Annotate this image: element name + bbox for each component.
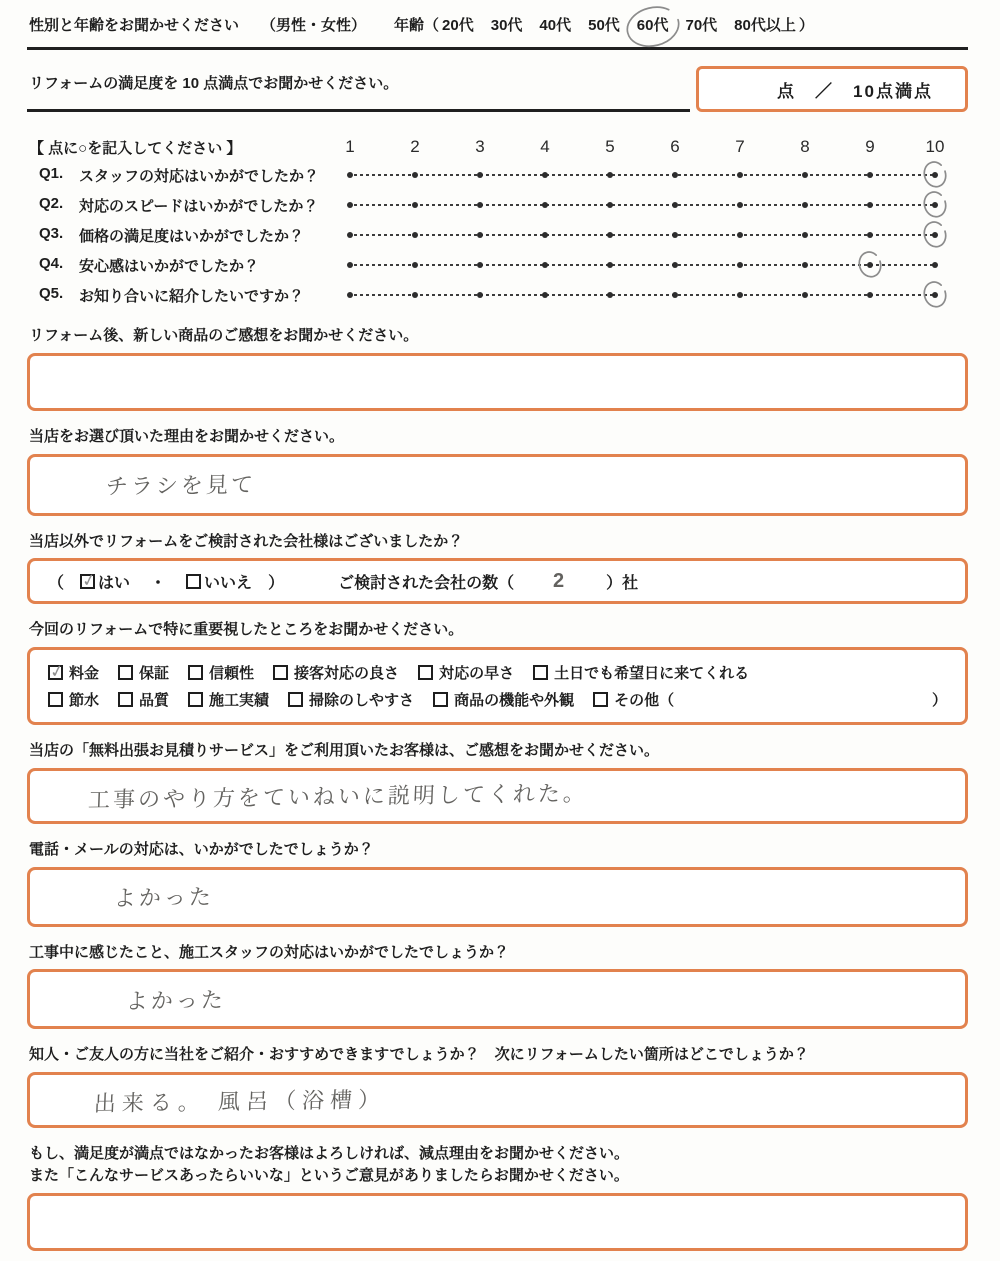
scale-dot-8[interactable] bbox=[802, 172, 808, 178]
impressions-label: リフォーム後、新しい商品のご感想をお聞かせください。 bbox=[29, 327, 419, 344]
age-option[interactable]: 80代以上 bbox=[734, 17, 796, 34]
scale-dot-6[interactable] bbox=[672, 202, 678, 208]
age-option[interactable]: 50代 bbox=[588, 17, 620, 34]
referral-label: 知人・ご友人の方に当社をご紹介・おすすめできますでしょうか？ 次にリフォームしたい箇所はどこでしょうか？ bbox=[29, 1046, 809, 1064]
question-label bbox=[27, 165, 350, 186]
priorities-box bbox=[27, 647, 968, 725]
construction-answer-box[interactable] bbox=[27, 969, 968, 1029]
age-group bbox=[394, 14, 814, 35]
estimate-service-label: 当店の「無料出張お見積りサービス」をご利用頂いたお客様は、ご感想をお聞かせください。 bbox=[29, 742, 660, 759]
handwritten-answer: 出来る。 風呂（浴槽） bbox=[93, 1086, 387, 1116]
yes-checkbox[interactable] bbox=[80, 574, 95, 589]
question-text: 価格の満足度はいかがでしたか？ bbox=[79, 227, 305, 245]
priority-item[interactable] bbox=[188, 689, 269, 710]
section-reason bbox=[27, 426, 968, 516]
scale-dot-8[interactable] bbox=[802, 262, 808, 268]
other-close-paren: ） bbox=[931, 692, 947, 709]
section-deduction bbox=[27, 1143, 968, 1251]
selection-circle-icon bbox=[625, 5, 681, 47]
construction-label: 工事中に感じたこと、施工スタッフの対応はいかがでしたでしょうか？ bbox=[29, 943, 510, 961]
scale-dot-5[interactable] bbox=[607, 172, 613, 178]
rating-row bbox=[27, 250, 968, 280]
priority-item[interactable] bbox=[288, 689, 414, 710]
dotted-line bbox=[348, 294, 937, 296]
rating-grid-header bbox=[27, 134, 968, 160]
priority-label: 掃除のしやすさ bbox=[309, 692, 415, 709]
age-option[interactable]: 60代 bbox=[636, 14, 670, 35]
question-id: Q2. bbox=[39, 194, 64, 212]
priority-label: 料金 bbox=[69, 665, 100, 682]
question-text: お知り合いに紹介したいですか？ bbox=[79, 287, 305, 305]
option-separator: ・ bbox=[150, 574, 167, 592]
demographics-label: 性別と年齢をお聞かせください bbox=[29, 17, 240, 34]
scale-dot-6[interactable] bbox=[672, 292, 678, 298]
deduction-label bbox=[29, 1143, 968, 1187]
scale-number: 5 bbox=[605, 137, 615, 156]
age-option[interactable]: 20代 bbox=[442, 17, 474, 34]
scale-dot-1[interactable] bbox=[347, 292, 353, 298]
priority-checkbox[interactable] bbox=[48, 692, 63, 707]
dotted-line bbox=[348, 234, 937, 236]
priorities-row-1 bbox=[48, 659, 947, 686]
scale-number: 4 bbox=[540, 137, 550, 156]
open-paren: （ bbox=[48, 574, 65, 592]
scale-dot-9[interactable] bbox=[867, 262, 873, 268]
scale-dot-2[interactable] bbox=[412, 262, 418, 268]
question-label bbox=[27, 195, 350, 216]
rating-instruction: 【 点に○を記入してください 】 bbox=[29, 139, 242, 157]
question-text: 安心感はいかがでしたか？ bbox=[79, 257, 260, 275]
section-construction bbox=[27, 942, 968, 1030]
priority-item[interactable] bbox=[273, 662, 399, 683]
competitors-answer-box bbox=[27, 558, 968, 604]
scale-dot-4[interactable] bbox=[542, 202, 548, 208]
priority-checkbox[interactable] bbox=[273, 665, 288, 680]
section-phone-mail bbox=[27, 839, 968, 927]
scale-dot-8[interactable] bbox=[802, 202, 808, 208]
priority-label: 信頼性 bbox=[209, 665, 255, 682]
priority-label: 土日でも希望日に来てくれる bbox=[554, 665, 750, 682]
scale-dot-6[interactable] bbox=[672, 172, 678, 178]
priority-checkbox[interactable] bbox=[418, 665, 433, 680]
priority-checkbox[interactable] bbox=[288, 692, 303, 707]
deduction-answer-box[interactable] bbox=[27, 1193, 968, 1251]
age-option[interactable]: 40代 bbox=[539, 17, 572, 34]
dotted-line bbox=[348, 264, 937, 266]
scale-number: 2 bbox=[410, 137, 420, 156]
scale-dot-7[interactable] bbox=[737, 172, 743, 178]
priority-label: 対応の早さ bbox=[439, 665, 515, 682]
scale-dot-6[interactable] bbox=[672, 232, 678, 238]
priority-item[interactable] bbox=[188, 662, 254, 683]
satisfaction-row bbox=[27, 66, 968, 112]
section-estimate-service bbox=[27, 740, 968, 824]
scale-dot-2[interactable] bbox=[412, 202, 418, 208]
company-count-slot[interactable] bbox=[514, 570, 606, 593]
section-impressions bbox=[27, 325, 968, 411]
company-count-label: ご検討された会社の数（ bbox=[338, 574, 515, 592]
gender-options[interactable]: （男性・女性） bbox=[261, 17, 367, 34]
deduction-label-line1: もし、満足度が満点ではなかったお客様はよろしければ、減点理由をお聞かせください。 bbox=[29, 1145, 630, 1162]
priority-item[interactable] bbox=[533, 662, 749, 683]
question-id: Q4. bbox=[39, 254, 64, 272]
question-id: Q3. bbox=[39, 224, 64, 242]
scale-number: 3 bbox=[475, 137, 485, 156]
priorities-row-2 bbox=[48, 686, 947, 713]
rating-row bbox=[27, 280, 968, 310]
age-options bbox=[441, 14, 797, 35]
question-id: Q1. bbox=[39, 164, 64, 182]
priority-checkbox[interactable] bbox=[533, 665, 548, 680]
scale-dot-10[interactable] bbox=[932, 262, 938, 268]
handwritten-answer: 工事のやり方をていねいに説明してくれた。 bbox=[87, 780, 589, 813]
scale-dot-7[interactable] bbox=[737, 292, 743, 298]
scale-dot-3[interactable] bbox=[477, 202, 483, 208]
no-checkbox[interactable] bbox=[186, 574, 201, 589]
phone-mail-label: 電話・メールの対応は、いかがでしたでしょうか？ bbox=[29, 840, 374, 858]
scale-dot-1[interactable] bbox=[347, 232, 353, 238]
scale-dot-10[interactable] bbox=[932, 202, 938, 208]
competitors-options bbox=[48, 570, 638, 593]
age-option[interactable]: 70代 bbox=[685, 17, 718, 34]
phone-mail-answer-box[interactable] bbox=[27, 867, 968, 927]
scale-dot-10[interactable] bbox=[932, 172, 938, 178]
scale-dot-2[interactable] bbox=[412, 292, 418, 298]
scale-dot-10[interactable] bbox=[932, 292, 938, 298]
scale-number: 8 bbox=[800, 137, 810, 156]
scale-number: 10 bbox=[925, 137, 945, 156]
scale-dot-4[interactable] bbox=[542, 232, 548, 238]
scale-dot-3[interactable] bbox=[477, 232, 483, 238]
priority-checkbox[interactable] bbox=[433, 692, 448, 707]
priority-label: その他（ bbox=[614, 692, 675, 709]
rating-row bbox=[27, 160, 968, 190]
scale-dot-9[interactable] bbox=[867, 232, 873, 238]
scale-dot-10[interactable] bbox=[932, 232, 938, 238]
impressions-answer-box[interactable] bbox=[27, 353, 968, 411]
handwritten-count: 2 bbox=[553, 569, 568, 592]
scale-dot-9[interactable] bbox=[867, 172, 873, 178]
section-priorities bbox=[27, 619, 968, 725]
section-competitors bbox=[27, 531, 968, 605]
satisfaction-label: リフォームの満足度を 10 点満点でお聞かせください。 bbox=[27, 72, 690, 112]
scale-dot-6[interactable] bbox=[672, 262, 678, 268]
scale-dot-5[interactable] bbox=[607, 262, 613, 268]
estimate-service-answer-box[interactable] bbox=[27, 768, 968, 824]
scale-dot-5[interactable] bbox=[607, 232, 613, 238]
referral-answer-box[interactable] bbox=[27, 1072, 968, 1128]
scale-dot-7[interactable] bbox=[737, 232, 743, 238]
scale-dot-2[interactable] bbox=[412, 172, 418, 178]
scale-dot-4[interactable] bbox=[542, 292, 548, 298]
priority-label: 施工実績 bbox=[209, 692, 270, 709]
scale-dot-7[interactable] bbox=[737, 202, 743, 208]
priority-item[interactable] bbox=[418, 662, 514, 683]
reason-label: 当店をお選び頂いた理由をお聞かせください。 bbox=[29, 427, 345, 445]
priority-checkbox[interactable] bbox=[188, 692, 203, 707]
scale-dot-1[interactable] bbox=[347, 202, 353, 208]
question-label bbox=[27, 255, 350, 276]
scale-dot-1[interactable] bbox=[347, 172, 353, 178]
scale-dot-3[interactable] bbox=[477, 292, 483, 298]
handwritten-answer: よかった bbox=[113, 884, 215, 911]
scale-dot-4[interactable] bbox=[542, 172, 548, 178]
scale-dot-5[interactable] bbox=[607, 202, 613, 208]
priority-label: 節水 bbox=[69, 692, 100, 709]
priority-label: 保証 bbox=[139, 665, 170, 682]
rating-row bbox=[27, 220, 968, 250]
scale-number: 1 bbox=[345, 137, 355, 156]
priority-checkbox[interactable] bbox=[48, 665, 63, 680]
priority-checkbox[interactable] bbox=[118, 665, 133, 680]
reason-answer-box[interactable] bbox=[27, 454, 968, 516]
deduction-label-line2: また「こんなサービスあったらいいな」というご意見がありましたらお聞かせください。 bbox=[29, 1166, 629, 1184]
priority-item[interactable] bbox=[433, 689, 574, 710]
scale-dot-1[interactable] bbox=[347, 262, 353, 268]
question-id: Q5. bbox=[39, 284, 64, 302]
scale-dot-8[interactable] bbox=[802, 232, 808, 238]
priority-checkbox[interactable] bbox=[188, 665, 203, 680]
priority-checkbox[interactable] bbox=[118, 692, 133, 707]
scale-dot-2[interactable] bbox=[412, 232, 418, 238]
scale-dot-8[interactable] bbox=[802, 292, 808, 298]
scale-dot-9[interactable] bbox=[867, 292, 873, 298]
priority-item[interactable] bbox=[48, 689, 99, 710]
priority-label: 商品の機能や外観 bbox=[454, 692, 575, 709]
priorities-label: 今回のリフォームで特に重要視したところをお聞かせください。 bbox=[29, 621, 464, 639]
scale-dot-5[interactable] bbox=[607, 292, 613, 298]
dotted-line bbox=[348, 174, 937, 176]
score-box[interactable] bbox=[696, 66, 968, 112]
age-close-paren: ） bbox=[798, 17, 814, 34]
count-close: ）社 bbox=[606, 574, 639, 592]
priority-item[interactable] bbox=[118, 662, 169, 683]
rating-grid bbox=[27, 134, 968, 310]
priority-checkbox[interactable] bbox=[593, 692, 608, 707]
handwritten-answer: よかった bbox=[125, 987, 227, 1014]
scale-dot-3[interactable] bbox=[477, 262, 483, 268]
dotted-line bbox=[348, 204, 937, 206]
score-box-text: 点 ／ 10点満点 bbox=[777, 81, 933, 101]
priority-label: 品質 bbox=[139, 692, 170, 709]
no-label: いいえ bbox=[204, 574, 253, 592]
question-label bbox=[27, 225, 350, 246]
yes-label: はい bbox=[98, 574, 131, 592]
question-label bbox=[27, 285, 350, 306]
scale-dot-4[interactable] bbox=[542, 262, 548, 268]
competitors-label: 当店以外でリフォームをご検討された会社様はございましたか？ bbox=[29, 532, 464, 550]
priority-label: 接客対応の良さ bbox=[294, 665, 400, 682]
question-text: スタッフの対応はいかがでしたか？ bbox=[79, 167, 320, 185]
scale-dot-7[interactable] bbox=[737, 262, 743, 268]
scale-dot-3[interactable] bbox=[477, 172, 483, 178]
rating-row bbox=[27, 190, 968, 220]
demographics-row bbox=[27, 10, 968, 50]
rating-rows bbox=[27, 160, 968, 310]
scale-number: 6 bbox=[670, 137, 680, 156]
handwritten-answer: チラシを見て bbox=[105, 471, 257, 500]
scale-number: 7 bbox=[735, 137, 745, 156]
age-label: 年齢（ bbox=[394, 17, 440, 34]
priority-item[interactable] bbox=[48, 662, 99, 683]
question-text: 対応のスピードはいかがでしたか？ bbox=[79, 197, 319, 215]
section-referral bbox=[27, 1044, 968, 1128]
priority-item[interactable] bbox=[593, 689, 674, 710]
age-option[interactable]: 30代 bbox=[490, 17, 523, 34]
scale-dot-9[interactable] bbox=[867, 202, 873, 208]
scale-number: 9 bbox=[865, 137, 875, 156]
close-paren: ） bbox=[268, 574, 285, 592]
priority-item[interactable] bbox=[118, 689, 169, 710]
